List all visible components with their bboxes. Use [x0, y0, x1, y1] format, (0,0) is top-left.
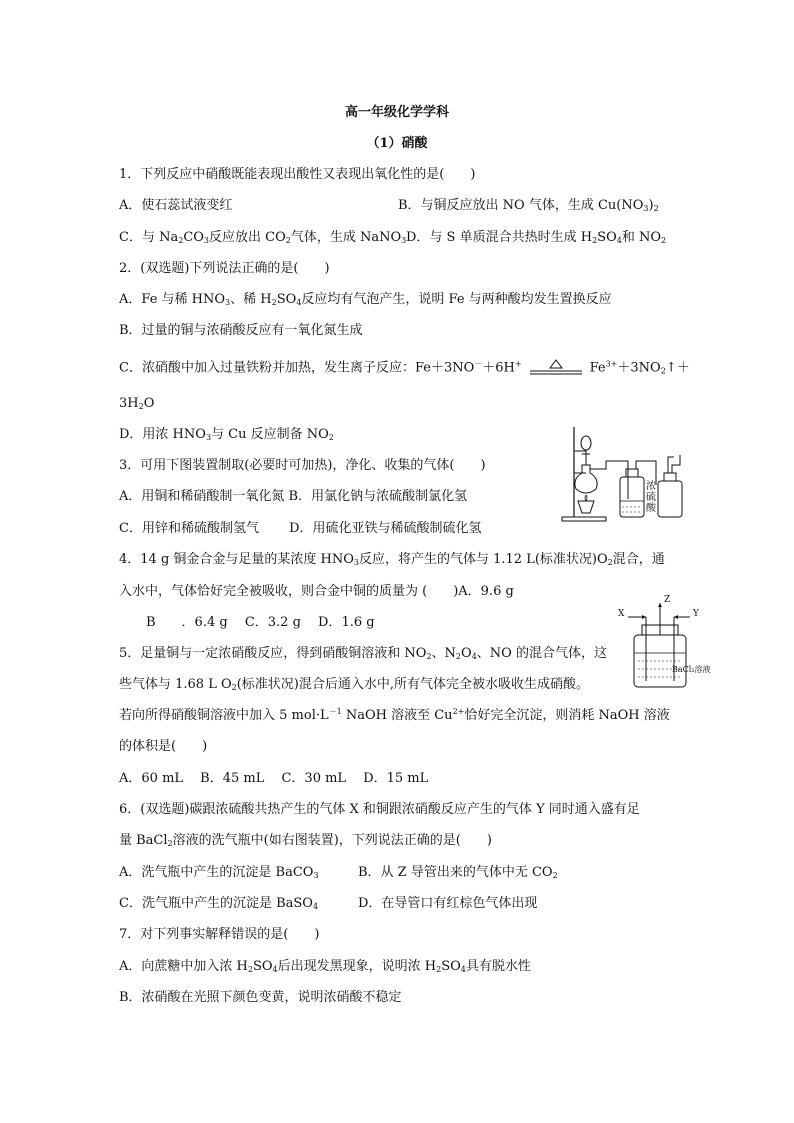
- q6-option-a: A．洗气瓶中产生的沉淀是 BaCO$_3$: [119, 865, 319, 880]
- q5-stem: 5．足量铜与一定浓硝酸反应，得到硝酸铜溶液和 $NO_2$、$N_2O_4$、NO 的混合气体，这: [119, 646, 607, 661]
- q5-stem-line4: 的体积是( ): [119, 739, 208, 754]
- q3-options-cd: C．用锌和稀硫酸制氢气 D．用硫化亚铁与稀硫酸制硫化氢: [119, 521, 482, 536]
- q6-stem: 6．(双选题)碳跟浓硫酸共热产生的气体 X 和铜跟浓硝酸反应产生的气体 Y 同时通入盛有足: [119, 802, 640, 817]
- q6-figure-label-z: Z: [664, 595, 671, 605]
- q3-figure-label: 浓硫酸: [646, 481, 656, 514]
- q6-stem-line2: 量 BaCl$_2$溶液的洗气瓶中(如右图装置)，下列说法正确的是( ): [119, 833, 492, 848]
- q5-stem-line3: 若向所得硝酸铜溶液中加入 5 $mol\cdot L^{-1}$ NaOH 溶液至 $Cu^{2+}$恰好完全沉淀，则消耗 NaOH 溶液: [119, 707, 670, 723]
- q2-option-a: A．Fe 与稀 $HNO_3$、稀 $H_2SO_4$反应均有气泡产生，说明 Fe 与两种酸均发生置换反应: [119, 292, 612, 307]
- q1-option-a: A．使石蕊试液变红: [119, 198, 233, 213]
- heat-equals-sign: [528, 359, 584, 377]
- q1-option-b: B．与铜反应放出 NO 气体，生成 $Cu(NO_3)_2$: [398, 198, 659, 213]
- q2-option-b: B．过量的铜与浓硝酸反应有一氧化氮生成: [119, 323, 363, 338]
- q6-figure-label-y: Y: [693, 609, 699, 619]
- gas-generation-apparatus-icon: [556, 421, 688, 525]
- q5-options: A．60 mL B．45 mL C．30 mL D．15 mL: [119, 771, 429, 786]
- q2-option-d: D．用浓 $HNO_3$与 Cu 反应制备 $NO_2$: [119, 427, 334, 442]
- q2-option-c-continued: $3H_2O$: [119, 396, 155, 411]
- q1-stem: 1．下列反应中硝酸既能表现出酸性又表现出氧化性的是( ): [119, 167, 476, 182]
- section-title: （1）硝酸: [366, 136, 428, 151]
- q6-option-c: C．洗气瓶中产生的沉淀是 BaSO$_4$: [119, 896, 319, 911]
- q6-option-d: D．在导管口有红棕色气体出现: [358, 896, 538, 911]
- q7-option-b: B．浓硝酸在光照下颜色变黄，说明浓硝酸不稳定: [119, 990, 402, 1005]
- q6-figure-label-solution: BaCl₂溶液: [672, 665, 711, 674]
- q2-stem: 2．(双选题)下列说法正确的是( ): [119, 261, 330, 276]
- q7-stem: 7．对下列事实解释错误的是( ): [119, 927, 320, 942]
- q5-stem-line2: 些气体与 1.68 L $O_2$(标准状况)混合后通入水中,所有气体完全被水吸收生成硝酸。: [119, 677, 590, 692]
- page-title: 高一年级化学学科: [344, 105, 449, 120]
- q4-stem-continued: 入水中，气体恰好完全被吸收，则合金中铜的质量为 ( )A．9.6 g: [119, 584, 514, 599]
- q3-stem: 3．可用下图装置制取(必要时可加热)，净化、收集的气体( ): [119, 458, 486, 473]
- q4-options: B ．6.4 g C．3.2 g D．1.6 g: [146, 615, 375, 630]
- q6-figure-label-x: X: [618, 609, 625, 619]
- q6-option-b: B．从 Z 导管出来的气体中无 $CO_2$: [358, 865, 558, 880]
- q2-option-c: C．浓硝酸中加入过量铁粉并加热，发生离子反应：Fe＋3NO－＋6H+ $Fe^{3+}+3NO_2↑+$: [119, 359, 690, 376]
- q1-option-c: C．与 $Na_2CO_3$反应放出 $CO_2$气体，生成 NaNO$_3$: [119, 230, 407, 245]
- q6-washing-bottle-figure: [618, 595, 712, 691]
- q3-apparatus-figure: [556, 421, 688, 525]
- q3-options-ab: A．用铜和稀硝酸制一氧化氮 B．用氯化钠与浓硫酸制氯化氢: [119, 489, 468, 504]
- q1-option-d: D．与 S 单质混合共热时生成 $H_2SO_4$和 $NO_2$: [406, 230, 667, 245]
- q4-stem: 4．14 g 铜金合金与足量的某浓度 $HNO_3$反应，将产生的气体与 1.12 L(标准状况)$O_2$混合，通: [119, 552, 665, 567]
- q7-option-a: A．向蔗糖中加入浓 $H_2SO_4$后出现发黑现象，说明浓 $H_2SO_4$具有脱水性: [119, 959, 531, 974]
